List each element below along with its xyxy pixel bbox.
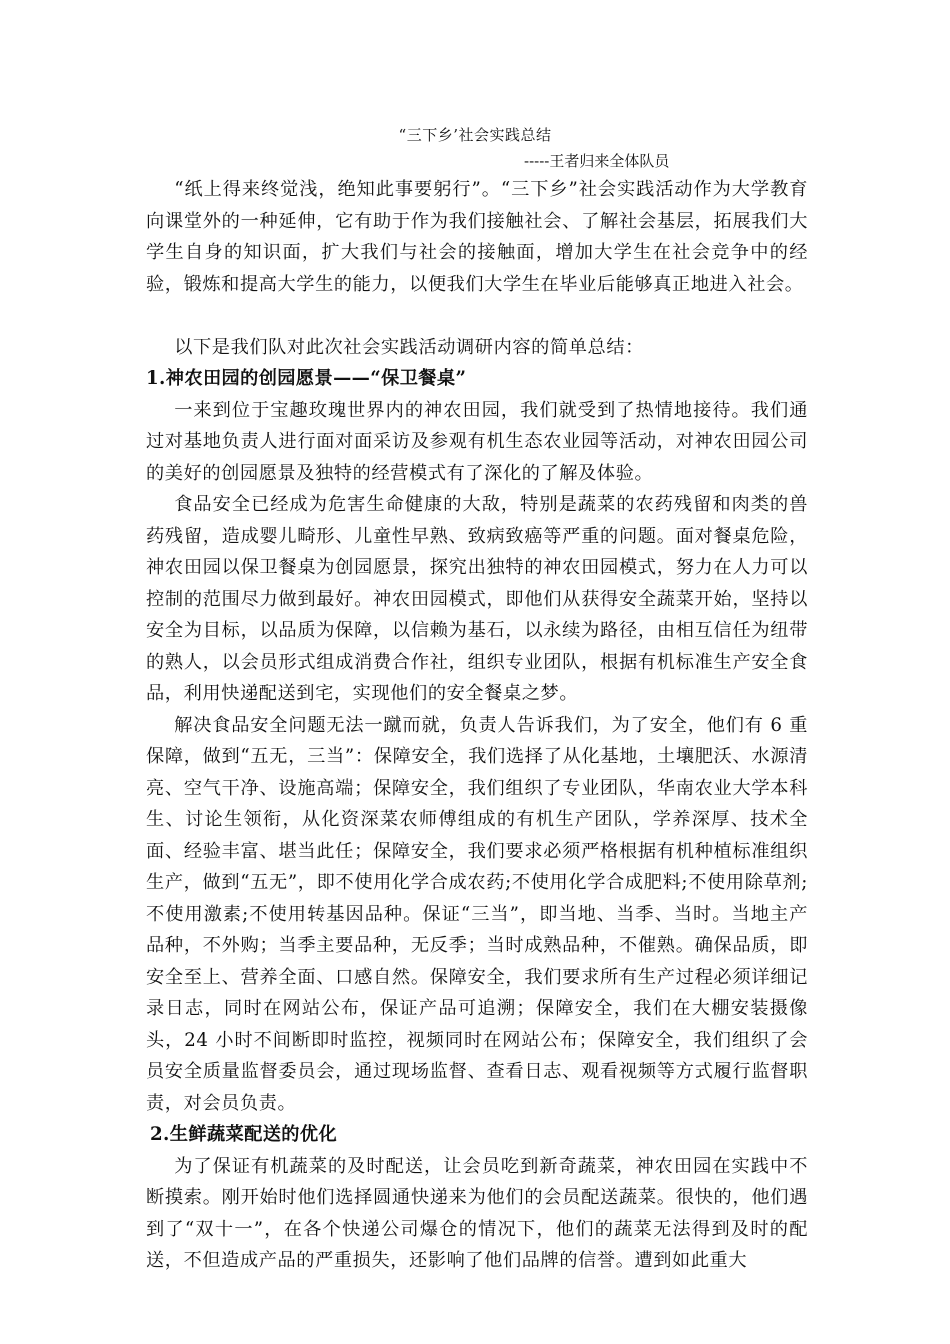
section-1-paragraph-1: 一来到位于宝趣玫瑰世界内的神农田园，我们就受到了热情地接待。我们通过对基地负责人进行面对面采访及参观有机生态农业园等活动，对神农田园公司的美好的创园愿景及独特的经营模式有了深化的了解及体验。 — [146, 399, 808, 484]
section-1-paragraph-3: 解决食品安全问题无法一蹴而就，负责人告诉我们，为了安全，他们有 6 重保障，做到“五无，三当”：保障安全，我们选择了从化基地，土壤肥沃、水源清亮、空气干净、设施高端；保障安全，我们组织了专业团队，华南农业大学本科生、讨论生领衔，从化资深菜农师傅组成的有机生产团队，学养深厚、技术全面、经验丰富、堪当此任；保障安全，我们要求必须严格根据有机种植标准组织生产，做到“五无”，即不使用化学合成农药;不使用化学合成肥料;不使用除草剂;不使用激素;不使用转基因品种。保证“三当”，即当地、当季、当时。当地主产品种，不外购；当季主要品种，无反季；当时成熟品种，不催熟。确保品质，即安全至上、营养全面、口感自然。保障安全，我们要求所有生产过程必须详细记录日志，同时在网站公布，保证产品可追溯；保障安全，我们在大棚安装摄像头，24 小时不间断即时监控，视频同时在网站公布；保障安全，我们组织了会员安全质量监督委员会，通过现场监督、查看日志、观看视频等方式履行监督职责，对会员负责。 — [146, 714, 808, 1114]
intro-paragraph: “纸上得来终觉浅，绝知此事要躬行”。“三下乡”社会实践活动作为大学教育向课堂外的一种延伸，它有助于作为我们接触社会、了解社会基层，拓展我们大学生自身的知识面，扩大我们与社会的接触面，增加大学生在社会竞争中的经验，锻炼和提高大学生的能力，以便我们大学生在毕业后能够真正地进入社会。 — [146, 179, 808, 295]
section-1-heading: 1.神农田园的创园愿景——“保卫餐桌” — [146, 368, 467, 389]
paragraph-gap — [146, 300, 808, 332]
section-2-paragraph-1: 为了保证有机蔬菜的及时配送，让会员吃到新奇蔬菜，神农田园在实践中不断摸索。刚开始时他们选择圆通快递来为他们的会员配送蔬菜。很快的，他们遇到了“双十一”，在各个快递公司爆仓的情况下，他们的蔬菜无法得到及时的配送，不但造成产品的严重损失，还影响了他们品牌的信誉。遭到如此重大 — [146, 1155, 808, 1271]
document-body — [146, 174, 808, 1277]
document-title: “三下乡’社会实践总结 — [398, 126, 552, 144]
section-1-paragraph-2: 食品安全已经成为危害生命健康的大敌，特别是蔬菜的农药残留和肉类的兽药残留，造成婴儿畸形、儿童性早熟、致病致癌等严重的问题。面对餐桌危险，神农田园以保卫餐桌为创园愿景，探究出独特的神农田园模式，努力在人力可以控制的范围尽力做到最好。神农田园模式，即他们从获得安全蔬菜开始，坚持以安全为目标，以品质为保障，以信赖为基石，以永续为路径，由相互信任为纽带的熟人，以会员形式组成消费合作社，组织专业团队，根据有机标准生产安全食品，利用快递配送到宅，实现他们的安全餐桌之梦。 — [146, 494, 808, 704]
section-2-heading: 2.生鲜蔬菜配送的优化 — [150, 1124, 338, 1145]
lead-paragraph: 以下是我们队对此次社会实践活动调研内容的简单总结： — [174, 336, 644, 358]
document-byline: -----王者归来全体队员 — [524, 152, 670, 170]
